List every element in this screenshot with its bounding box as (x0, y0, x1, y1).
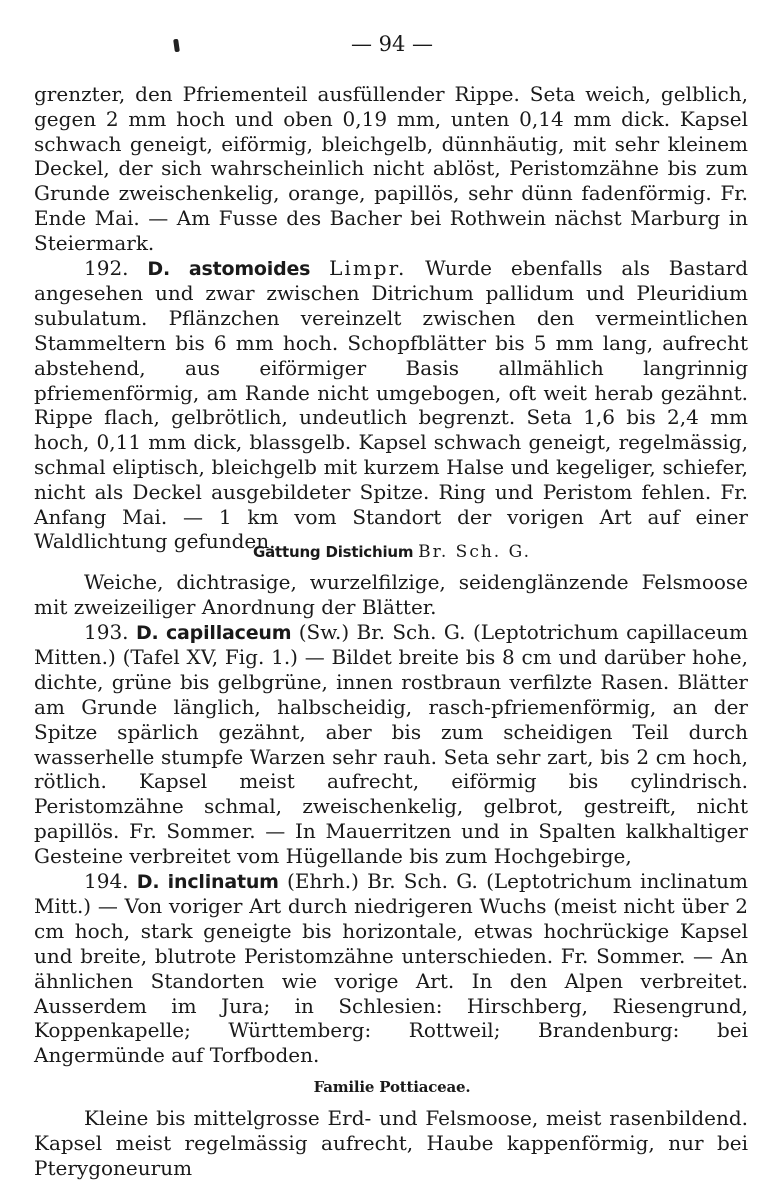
genus-name: Gattung Distichium (252, 543, 414, 561)
family-name: Familie Pottiaceae. (313, 1078, 471, 1096)
continued-paragraph: grenzter, den Pfriementeil ausfüllender Rippe. Seta weich, gelblich, gegen 2 mm hoch und oben 0,19 mm, unten 0,14 mm dick. Kapsel schwach geneigt, eiförmig, bleichgelb, dünnhäutig, mit sehr kleinem Deckel, der sich wahrscheinlich nicht ablöst, Peristomzähne bis zum Grunde zweischenkelig, orange, papillös, sehr dünn fadenförmig. Fr. Ende Mai. — Am Fusse des Bacher bei Rothwein nächst Marburg in Steiermark. (34, 82, 748, 255)
species-author: (Ehrh.) Br. Sch. G. (287, 868, 478, 893)
species-number: 194. (84, 868, 129, 893)
family-heading (0, 1078, 784, 1096)
species-number: 192. (84, 255, 129, 280)
text-block-top (34, 82, 748, 554)
species-name: D. capillaceum (135, 621, 292, 644)
species-194 (34, 869, 748, 1068)
genus-description: Weiche, dichtrasige, wurzelfilzige, seidenglänzende Felsmoose mit zweizeiliger Anordnung der Blätter. (34, 570, 748, 619)
species-text: (Leptotrichum inclinatum Mitt.) — Von voriger Art durch niedrigeren Wuchs (meist nicht über 2 cm hoch, stark geneigte bis horizontale, etwas hochrückige Kapsel und breite, blutrote Peristomzähne unterschieden. Fr. Sommer. — An ähnlichen Standorten wie vorige Art. In den Alpen verbreitet. Ausserdem im Jura; in Schlesien: Hirschberg, Riesengrund, Koppenkapelle; Württemberg: Rottweil; Brandenburg: bei Angermünde auf Torfboden. (34, 868, 749, 1068)
genus-author: Br. Sch. G. (418, 542, 531, 562)
page-number: — 94 — (350, 32, 434, 56)
text-block-middle (34, 570, 748, 1068)
text-block-bottom (34, 1106, 748, 1180)
species-text: Wurde ebenfalls als Bastard angesehen und zwar zwischen Ditrichum pallidum und Pleuridium subulatum. Pflänzchen vereinzelt zwischen den vermeintlichen Stammeltern bis 6 mm hoch. Schopfblätter bis 5 mm lang, aufrecht abstehend, aus eiförmiger Basis allmählich langrinnig pfriemenförmig, am Rande nicht umgebogen, oft weit herab gezähnt. Rippe flach, gelbrötlich, undeutlich begrenzt. Seta 1,6 bis 2,4 mm hoch, 0,11 mm dick, blassgelb. Kapsel schwach geneigt, regelmässig, schmal eliptisch, bleichgelb mit kurzem Halse und kegeliger, schiefer, nicht als Deckel ausgebildeter Spitze. Ring und Peristom fehlen. Fr. Anfang Mai. — 1 km vom Standort der vorigen Art auf einer Waldlichtung gefunden. (34, 255, 749, 554)
species-author: (Sw.) Br. Sch. G. (298, 619, 466, 644)
species-193 (34, 620, 748, 869)
genus-heading (0, 542, 784, 562)
species-name: D. astomoides (147, 257, 311, 280)
species-name: D. inclinatum (136, 870, 279, 893)
species-author: Limpr. (329, 255, 407, 280)
species-192 (34, 256, 748, 555)
species-number: 193. (84, 619, 129, 644)
family-description: Kleine bis mittelgrosse Erd- und Felsmoose, meist rasenbildend. Kapsel meist regelmässig aufrecht, Haube kappenförmig, nur bei Pterygoneurum (34, 1106, 748, 1180)
species-text: (Leptotrichum capillaceum Mitten.) (Tafel XV, Fig. 1.) — Bildet breite bis 8 cm und darüber hohe, dichte, grüne bis gelbgrüne, innen rostbraun verfilzte Rasen. Blätter am Grunde länglich, halbscheidig, rasch-pfriemenförmig, an der Spitze spärlich gezähnt, aber bis zum scheidigen Teil durch wasserhelle stumpfe Warzen sehr rauh. Seta sehr zart, bis 2 cm hoch, rötlich. Kapsel meist aufrecht, eiförmig bis cylindrisch. Peristomzähne schmal, zweischenkelig, gelbrot, gestreift, nicht papillös. Fr. Sommer. — In Mauerritzen und in Spalten kalkhaltiger Gesteine verbreitet vom Hügellande bis zum Hochgebirge, (34, 619, 748, 868)
